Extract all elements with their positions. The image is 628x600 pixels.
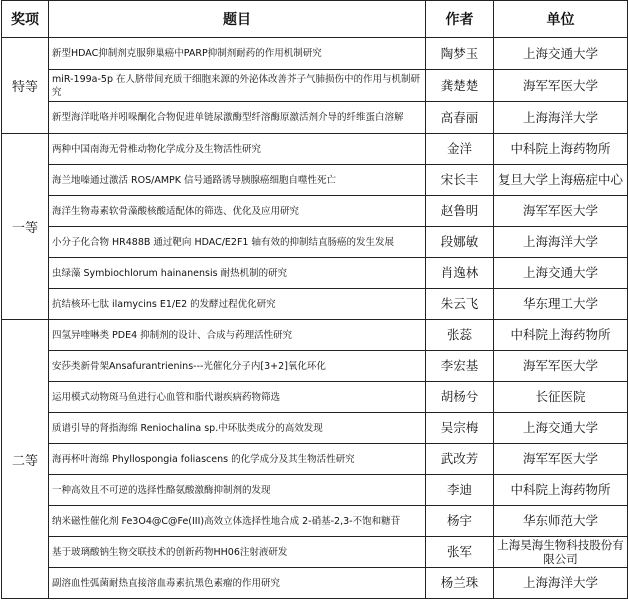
table-row [2,506,628,537]
author-cell: 李迪 [426,475,494,506]
unit-cell: 海军军医大学 [494,196,628,227]
author-cell: 龚楚楚 [426,70,494,102]
table-row [2,258,628,289]
author-cell: 张军 [426,537,494,568]
table-row [2,351,628,382]
table-row [2,444,628,475]
title-cell: miR-199a-5p 在人脐带间充质干细胞来源的外泌体改善芥子气肺损伤中的作用与机制研究 [49,70,426,102]
unit-cell: 华东师范大学 [494,506,628,537]
title-cell: 两种中国南海无骨椎动物化学成分及生物活性研究 [49,134,426,165]
author-cell: 张蕊 [426,320,494,351]
table-row [2,38,628,70]
unit-cell: 华东理工大学 [494,289,628,320]
header-award: 奖项 [2,1,49,38]
table-row [2,165,628,196]
title-cell: 四氢异喹啉类 PDE4 抑制剂的设计、合成与药理活性研究 [49,320,426,351]
table-row [2,134,628,165]
title-cell: 副溶血性弧菌耐热直接溶血毒素抗黑色素瘤的作用研究 [49,568,426,599]
author-cell: 段娜敏 [426,227,494,258]
author-cell: 李宏基 [426,351,494,382]
title-cell: 虫绿藻 Symbiochlorum hainanensis 耐热机制的研究 [49,258,426,289]
unit-cell: 中科院上海药物所 [494,134,628,165]
author-cell: 宋长丰 [426,165,494,196]
unit-cell: 长征医院 [494,382,628,413]
author-cell: 赵鲁明 [426,196,494,227]
author-cell: 肖逸林 [426,258,494,289]
header-unit: 单位 [494,1,628,38]
title-cell: 新型海洋吡咯并吲哚酮化合物促进单链尿激酶型纤溶酶原激活剂介导的纤维蛋白溶解 [49,102,426,134]
unit-cell: 海军军医大学 [494,444,628,475]
table-row [2,227,628,258]
unit-cell: 海军军医大学 [494,70,628,102]
author-cell: 杨宇 [426,506,494,537]
table-row [2,537,628,568]
title-cell: 基于玻璃酸钠生物交联技术的创新药物HH06注射液研发 [49,537,426,568]
table-row [2,320,628,351]
title-cell: 质谱引导的肾指海绵 Reniochalina sp.中环肽类成分的高效发现 [49,413,426,444]
unit-cell: 中科院上海药物所 [494,320,628,351]
unit-cell: 海军军医大学 [494,351,628,382]
header-row [2,1,628,38]
author-cell: 高春丽 [426,102,494,134]
author-cell: 胡杨兮 [426,382,494,413]
title-cell: 海洋生物毒素软骨藻酸核酸适配体的筛选、优化及应用研究 [49,196,426,227]
award-cell: 一等 [2,134,49,320]
award-cell: 特等 [2,38,49,134]
unit-cell: 上海交通大学 [494,38,628,70]
author-cell: 金洋 [426,134,494,165]
title-cell: 安莎类新骨架Ansafurantrienins---光催化分子内[3+2]氧化环化 [49,351,426,382]
table-row [2,568,628,599]
unit-cell: 复旦大学上海癌症中心 [494,165,628,196]
title-cell: 海兰地嗪通过激活 ROS/AMPK 信号通路诱导胰腺癌细胞自噬性死亡 [49,165,426,196]
author-cell: 陶梦玉 [426,38,494,70]
table-row [2,475,628,506]
unit-cell: 上海交通大学 [494,413,628,444]
title-cell: 新型HDAC抑制剂克服卵巢癌中PARP抑制剂耐药的作用机制研究 [49,38,426,70]
table-row [2,70,628,102]
author-cell: 杨兰珠 [426,568,494,599]
title-cell: 一种高效且不可逆的选择性酪氨酸激酶抑制剂的发现 [49,475,426,506]
table-row [2,289,628,320]
table-row [2,413,628,444]
unit-cell: 上海海洋大学 [494,102,628,134]
table-row [2,382,628,413]
unit-cell: 上海交通大学 [494,258,628,289]
author-cell: 吴宗梅 [426,413,494,444]
unit-cell: 上海海洋大学 [494,227,628,258]
unit-cell: 上海昊海生物科技股份有限公司 [494,537,628,568]
title-cell: 运用模式动物斑马鱼进行心血管和脂代谢疾病药物筛选 [49,382,426,413]
title-cell: 海再杯叶海绵 Phyllospongia foliascens 的化学成分及其生物活性研究 [49,444,426,475]
table-row [2,102,628,134]
award-cell: 二等 [2,320,49,599]
title-cell: 小分子化合物 HR488B 通过靶向 HDAC/E2F1 轴有效的抑制结直肠癌的发生发展 [49,227,426,258]
awards-table [1,0,628,599]
title-cell: 抗结核环七肽 ilamycins E1/E2 的发酵过程优化研究 [49,289,426,320]
title-cell: 纳米磁性催化剂 Fe3O4@C@Fe(III)高效立体选择性地合成 2-硝基-2,3-不饱和糖苷 [49,506,426,537]
author-cell: 武改芳 [426,444,494,475]
header-author: 作者 [426,1,494,38]
unit-cell: 上海海洋大学 [494,568,628,599]
unit-cell: 中科院上海药物所 [494,475,628,506]
table-row [2,196,628,227]
author-cell: 朱云飞 [426,289,494,320]
header-title: 题目 [49,1,426,38]
